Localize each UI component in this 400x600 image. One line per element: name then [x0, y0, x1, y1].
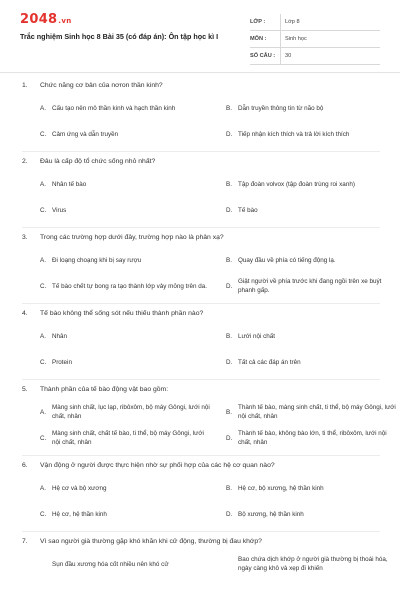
option-b[interactable] [226, 95, 398, 121]
option-d[interactable] [226, 501, 398, 527]
option-c[interactable] [40, 501, 212, 527]
question-text: Vì sao người già thường gặp khó khăn khi cử động, thường bị đau khớp? [40, 538, 262, 545]
doc-meta-table [250, 14, 380, 65]
question-3 [0, 228, 400, 304]
meta-row-count [250, 48, 380, 65]
option-d[interactable] [226, 349, 398, 375]
option-text: Sụn đầu xương hóa cốt nhiều nên khó cử [52, 560, 169, 568]
option-text: Tập đoàn volvox (tập đoàn trùng roi xanh) [238, 180, 355, 188]
question-number: 3. [22, 234, 28, 241]
option-text: Tất cả các đáp án trên [238, 358, 301, 366]
question-4 [0, 304, 400, 380]
option-text: Giật người về phía trước khi đang ngồi trên xe buýt phanh gấp. [238, 278, 382, 294]
logo-suffix: .vn [58, 17, 72, 25]
option-c[interactable] [40, 425, 212, 451]
option-c[interactable] [40, 197, 212, 223]
option-text: Màng sinh chất, lục lạp, ribôxôm, bộ máy Gôngi, lưới nội chất, nhân [52, 404, 210, 420]
option-text: Hệ cơ và bộ xương [52, 484, 107, 492]
option-d[interactable] [226, 425, 398, 451]
question-text: Chức năng cơ bản của nơron thần kinh? [40, 82, 163, 89]
question-text: Tế bào không thể sống sót nếu thiếu thành phần nào? [40, 310, 204, 317]
option-letter: B. [226, 408, 232, 416]
option-letter: A. [40, 332, 46, 340]
option-letter: B. [226, 180, 232, 188]
meta-row-class [250, 14, 380, 31]
option-text: Cấu tạo nên mô thần kinh và hạch thần kinh [52, 104, 176, 112]
option-letter: C. [40, 358, 47, 366]
option-a[interactable] [40, 171, 212, 197]
question-text: Đâu là cấp độ tổ chức sống nhỏ nhất? [40, 158, 156, 165]
option-text: Tế bào [238, 206, 258, 214]
option-c[interactable] [40, 349, 212, 375]
option-a[interactable] [40, 95, 212, 121]
option-c[interactable] [40, 273, 212, 299]
option-letter: D. [226, 282, 233, 290]
meta-row-subject [250, 31, 380, 48]
question-number: 2. [22, 158, 28, 165]
question-text: Vận động ở người được thực hiện nhờ sự phối hợp của các hệ cơ quan nào? [40, 462, 275, 469]
option-a[interactable] [40, 247, 212, 273]
option-a[interactable] [40, 323, 212, 349]
option-letter: C. [40, 434, 47, 442]
option-a[interactable] [40, 399, 212, 425]
question-5 [0, 380, 400, 456]
option-text: Màng sinh chất, chất tế bào, ti thể, bộ máy Gôngi, lưới nội chất, nhân [52, 430, 204, 446]
option-text: Cảm ứng và dẫn truyền [52, 130, 119, 138]
option-text: Quay đầu về phía có tiếng động lạ. [238, 256, 336, 264]
option-letter: B. [226, 104, 232, 112]
option-letter: D. [226, 510, 233, 518]
question-number: 5. [22, 386, 28, 393]
option-letter: C. [40, 130, 47, 138]
question-text: Thành phần của tế bào động vật bao gồm: [40, 386, 169, 393]
option-a[interactable] [40, 551, 212, 577]
option-letter: B. [226, 256, 232, 264]
option-letter: B. [226, 332, 232, 340]
option-a[interactable] [40, 475, 212, 501]
option-letter: B. [226, 484, 232, 492]
option-text: Dẫn truyền thông tin từ não bộ [238, 104, 324, 112]
option-letter: D. [226, 434, 233, 442]
option-b[interactable] [226, 323, 398, 349]
page-title: Trắc nghiệm Sinh học 8 Bài 35 (có đáp án): Ôn tập học kì I [20, 32, 219, 41]
option-b[interactable] [226, 399, 398, 425]
option-text: Thành tế bào, màng sinh chất, ti thể, bộ máy Gôngi, lưới nội chất, nhân [238, 404, 396, 420]
option-text: Lưới nội chất [238, 332, 276, 340]
question-7 [0, 532, 400, 577]
option-d[interactable] [226, 197, 398, 223]
option-text: Nhân [52, 332, 68, 340]
meta-value: Sinh học [285, 36, 307, 42]
option-letter: A. [40, 484, 46, 492]
option-letter: C. [40, 282, 47, 290]
option-text: Đi loạng choạng khi bị say rượu [52, 256, 142, 264]
option-text: Bộ xương, hệ thần kinh [238, 510, 304, 518]
question-number: 4. [22, 310, 28, 317]
option-letter: A. [40, 104, 46, 112]
question-list [0, 76, 400, 577]
option-b[interactable] [226, 171, 398, 197]
option-letter: A. [40, 180, 46, 188]
option-letter: D. [226, 358, 233, 366]
option-text: Nhân tế bào [52, 180, 87, 188]
meta-key: SỐ CÂU : [250, 48, 281, 64]
option-c[interactable] [40, 121, 212, 147]
question-text: Trong các trường hợp dưới đây, trường hợp nào là phản xạ? [40, 234, 224, 241]
option-letter: D. [226, 130, 233, 138]
option-letter: C. [40, 510, 47, 518]
meta-key: LỚP : [250, 14, 281, 30]
option-text: Tiếp nhận kích thích và trả lời kích thích [238, 130, 350, 138]
option-text: Protein [52, 358, 72, 366]
question-1 [0, 76, 400, 152]
option-b[interactable] [226, 475, 398, 501]
question-number: 1. [22, 82, 28, 89]
meta-key: MÔN : [250, 31, 281, 47]
option-d[interactable] [226, 121, 398, 147]
question-number: 7. [22, 538, 28, 545]
page-header [0, 0, 400, 70]
meta-value: 30 [285, 53, 292, 59]
option-text: Hệ cơ, hệ thần kinh [52, 510, 107, 518]
option-text: Tế bào chết tự bong ra tạo thành lớp vảy mỏng trên da. [52, 282, 208, 290]
option-text: Bao chứa dịch khớp ở người già thường bị thoái hóa, ngày càng khô và xẹp đi khiến [238, 556, 388, 572]
option-letter: D. [226, 206, 233, 214]
option-letter: C. [40, 206, 47, 214]
option-text: Virus [52, 206, 67, 214]
question-2 [0, 152, 400, 228]
option-b[interactable] [226, 551, 398, 577]
meta-value: Lớp 8 [285, 19, 300, 25]
option-d[interactable] [226, 273, 398, 299]
header-divider [0, 72, 400, 73]
option-b[interactable] [226, 247, 398, 273]
logo-text: 2048 [20, 12, 58, 27]
option-text: Hệ cơ, bộ xương, hệ thần kinh [238, 484, 324, 492]
option-letter: A. [40, 408, 46, 416]
option-text: Thành tế bào, không bào lớn, ti thể, ribôxôm, lưới nội chất, nhân [238, 430, 387, 446]
option-letter: A. [40, 256, 46, 264]
question-6 [0, 456, 400, 532]
question-number: 6. [22, 462, 28, 469]
site-logo[interactable] [20, 12, 72, 27]
